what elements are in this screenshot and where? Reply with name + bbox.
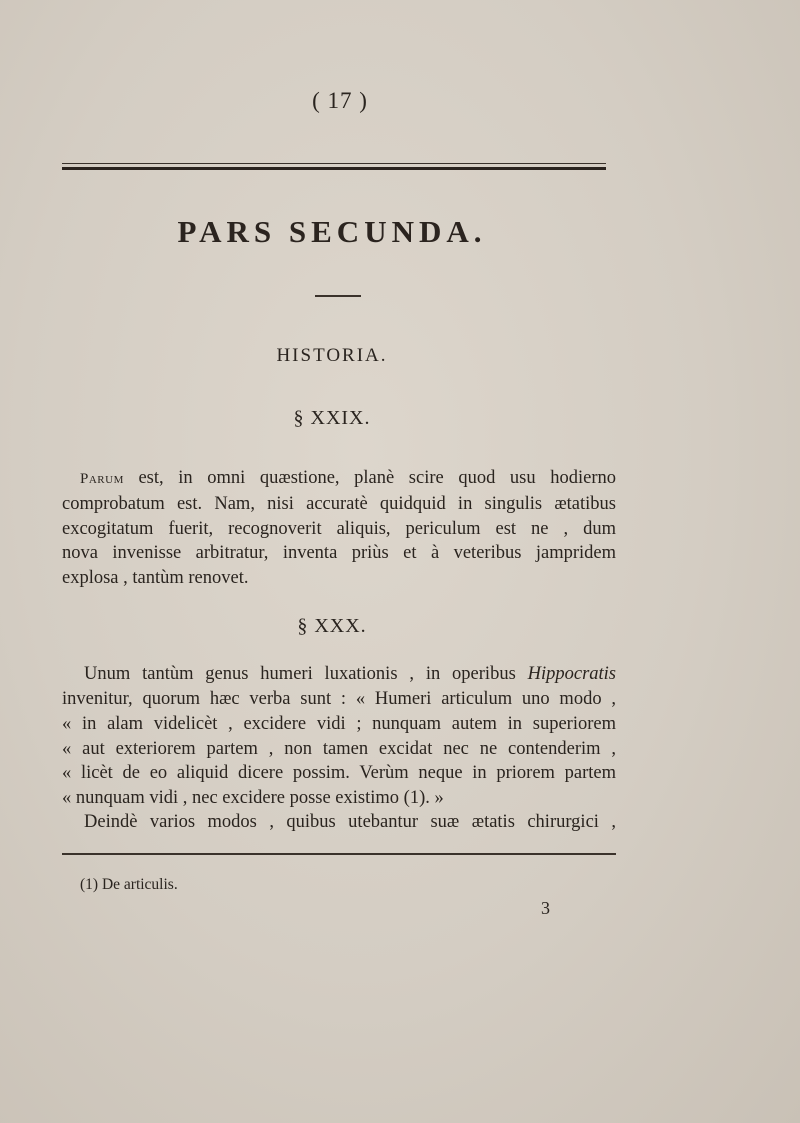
header-double-rule <box>62 163 606 172</box>
part-title: PARS SECUNDA. <box>177 214 487 249</box>
text-line: explosa , tantùm renovet. <box>62 568 249 588</box>
text-line: Parum est, in omni quæstione, planè scire quod usu hodierno <box>80 468 616 488</box>
text-line: Unum tantùm genus humeri luxationis , in operibus Hippocratis <box>84 664 616 684</box>
paragraph-mark-30: § XXX. <box>297 615 367 637</box>
text-line: « nunquam vidi , nec excidere posse existimo (1). » <box>62 788 444 808</box>
text-line: invenitur, quorum hæc verba sunt : « Humeri articulum uno modo , <box>62 689 616 709</box>
footnote: (1) De articulis. <box>80 876 178 893</box>
text-line: Deindè varios modos , quibus utebantur suæ ætatis chirurgici , <box>84 812 616 832</box>
drop-word: Parum <box>80 471 124 487</box>
page-number: ( 17 ) <box>312 88 368 113</box>
paragraph-mark-29: § XXIX. <box>293 407 371 429</box>
text-line: « aut exteriorem partem , non tamen excidat nec ne contenderim , <box>62 739 616 759</box>
text-line: excogitatum fuerit, recognoverit aliquis, periculum est ne , dum <box>62 519 616 539</box>
text-line: « licèt de eo aliquid dicere possim. Verùm neque in priorem partem <box>62 763 616 783</box>
text-line: nova invenisse arbitratur, inventa priùs et à veteribus jampridem <box>62 543 616 563</box>
footnote-rule <box>62 853 616 855</box>
author-name: Hippocratis <box>527 664 616 684</box>
section-title: HISTORIA. <box>276 345 388 366</box>
title-divider <box>315 295 361 297</box>
signature-mark: 3 <box>541 898 550 918</box>
text-line: comprobatum est. Nam, nisi accuratè quidquid in singulis ætatibus <box>62 494 616 514</box>
text-line: « in alam videlicèt , excidere vidi ; nunquam autem in superiorem <box>62 714 616 734</box>
